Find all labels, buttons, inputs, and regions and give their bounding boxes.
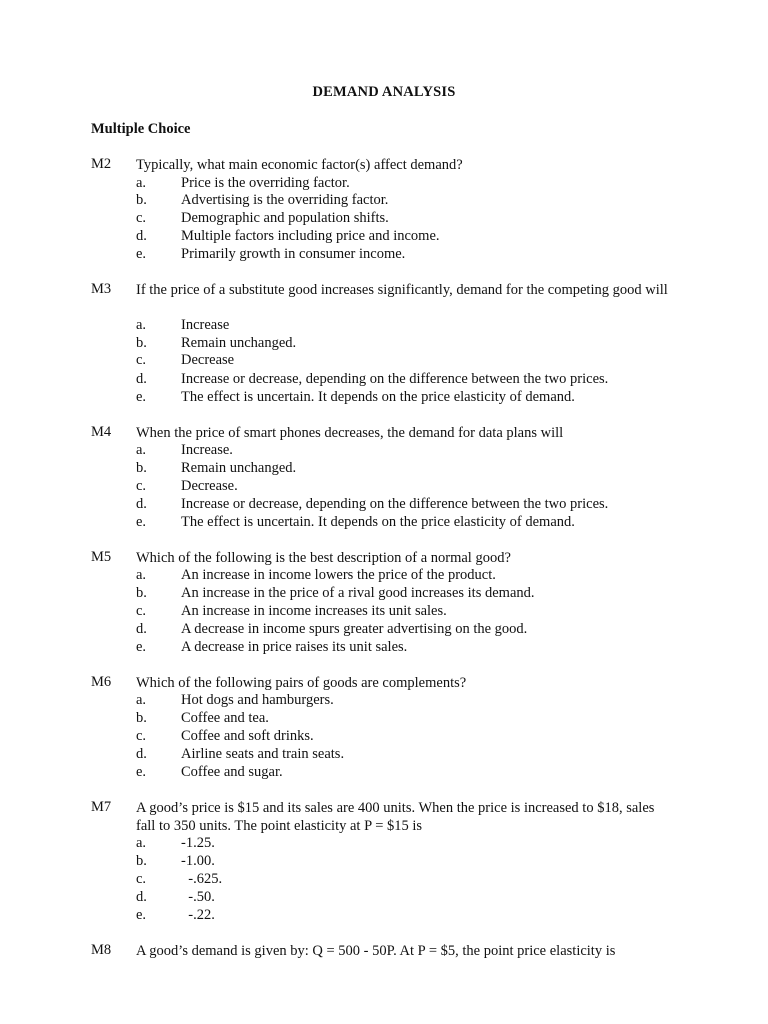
option-label: c. [136,210,147,226]
question-text: Which of the following pairs of goods are complements? [136,675,467,691]
option-text: -.22. [181,907,215,923]
option-text: Hot dogs and hamburgers. [181,692,334,708]
option-label: c. [136,352,147,368]
option-label: e. [136,514,147,530]
question-number: M4 [91,424,112,440]
question-number: M5 [91,549,112,565]
option-label: a. [136,567,147,583]
option-label: a. [136,175,147,191]
option-label: b. [136,585,147,601]
option-text: Decrease [181,352,235,368]
option-label: e. [136,246,147,262]
option-text: A decrease in price raises its unit sales. [181,639,408,655]
option-text: Coffee and sugar. [181,764,283,780]
option-text: Coffee and soft drinks. [181,728,314,744]
question-number: M7 [91,799,112,815]
option-label: e. [136,389,147,405]
option-label: b. [136,460,147,476]
option-text: Increase or decrease, depending on the difference between the two prices. [181,496,609,512]
option-label: d. [136,228,147,244]
question-text: If the price of a substitute good increases significantly, demand for the competing good will [136,282,668,298]
option-label: c. [136,728,147,744]
option-text: A decrease in income spurs greater advertising on the good. [181,621,528,637]
option-text: The effect is uncertain. It depends on the price elasticity of demand. [181,514,575,530]
option-text: An increase in the price of a rival good increases its demand. [181,585,535,601]
option-text: -1.25. [181,835,215,851]
option-label: a. [136,692,147,708]
option-label: d. [136,746,147,762]
option-text: Price is the overriding factor. [181,175,350,191]
option-label: c. [136,478,147,494]
section-heading: Multiple Choice [91,121,191,137]
option-label: a. [136,317,147,333]
option-text: Remain unchanged. [181,335,297,351]
option-text: Multiple factors including price and income. [181,228,440,244]
option-text: Demographic and population shifts. [181,210,389,226]
option-text: Increase [181,317,230,333]
option-text: An increase in income lowers the price of the product. [181,567,496,583]
option-text: Decrease. [181,478,238,494]
document-title: DEMAND ANALYSIS [312,84,456,100]
question-text: Typically, what main economic factor(s) affect demand? [136,157,463,173]
option-label: d. [136,496,147,512]
option-label: b. [136,335,147,351]
question-number: M2 [91,156,112,172]
question-text: A good’s price is $15 and its sales are 400 units. When the price is increased to $18, sales fall to 350 units. The point elasticity at P = $15 is [136,800,655,834]
option-label: d. [136,621,147,637]
question-number: M6 [91,674,112,690]
question-number: M3 [91,281,112,297]
option-label: d. [136,371,147,387]
option-label: b. [136,710,147,726]
option-text: Increase. [181,442,233,458]
option-text: An increase in income increases its unit sales. [181,603,447,619]
option-text: Primarily growth in consumer income. [181,246,406,262]
option-label: d. [136,889,147,905]
question-text: A good’s demand is given by: Q = 500 - 50P. At P = $5, the point price elasticity is [136,943,616,959]
option-text: The effect is uncertain. It depends on the price elasticity of demand. [181,389,575,405]
option-text: Airline seats and train seats. [181,746,345,762]
option-text: Advertising is the overriding factor. [181,192,389,208]
option-label: b. [136,853,147,869]
option-text: Increase or decrease, depending on the difference between the two prices. [181,371,609,387]
option-text: -.625. [181,871,223,887]
option-label: e. [136,764,147,780]
option-label: a. [136,835,147,851]
option-label: c. [136,603,147,619]
option-label: c. [136,871,147,887]
option-text: Remain unchanged. [181,460,297,476]
option-label: e. [136,907,147,923]
question-text: Which of the following is the best description of a normal good? [136,550,511,566]
option-text: -.50. [181,889,215,905]
option-text: Coffee and tea. [181,710,269,726]
option-label: a. [136,442,147,458]
question-number: M8 [91,942,112,958]
option-label: e. [136,639,147,655]
question-text: When the price of smart phones decreases, the demand for data plans will [136,425,564,441]
option-label: b. [136,192,147,208]
option-text: -1.00. [181,853,215,869]
